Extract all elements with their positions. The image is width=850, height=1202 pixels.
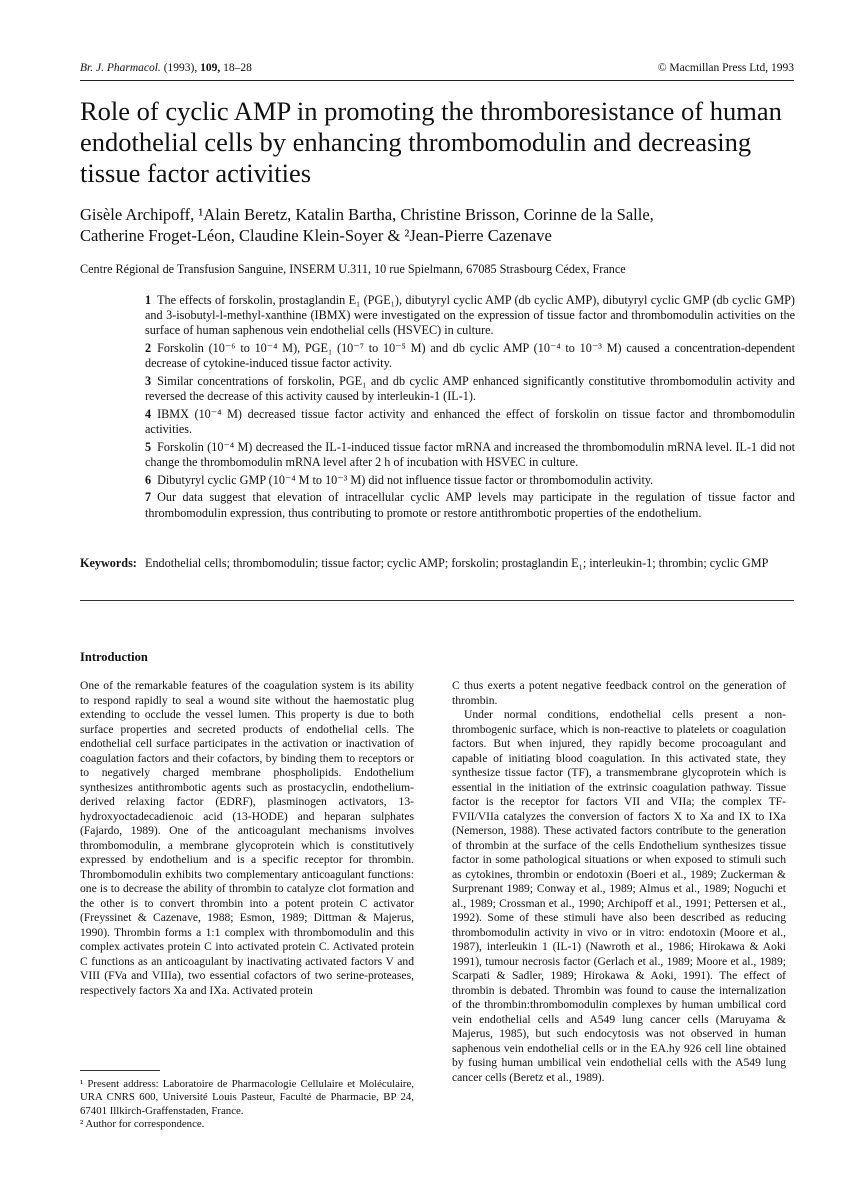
journal-volume: 109, [200, 62, 221, 74]
abstract-item-text: IBMX (10⁻⁴ M) decreased tissue factor activity and enhanced the effect of forskolin on tissue factor and thrombomodulin activities. [145, 406, 795, 437]
abstract-item [145, 341, 795, 371]
abstract-item [145, 374, 795, 404]
abstract-item-text: Dibutyryl cyclic GMP (10⁻⁴ M to 10⁻³ M) did not influence tissue factor or thrombomodulin activity. [157, 472, 654, 487]
footnote-1: ¹ Present address: Laboratoire de Pharmacologie Cellulaire et Moléculaire, URA CNRS 600, Université Louis Pasteur, Faculté de Pharmacie, BP 24, 67401 Illkirch-Graffenstaden, France. [80, 1078, 414, 1117]
abstract-item-text: Similar concentrations of forskolin, PGE₁ and db cyclic AMP enhanced significantly constitutive thrombomodulin activity and reversed the decrease of this activity caused by interleukin-1 (IL-1). [145, 374, 795, 404]
abstract-item-text: Forskolin (10⁻⁶ to 10⁻⁴ M), PGE₁ (10⁻⁷ to 10⁻⁵ M) and db cyclic AMP (10⁻⁴ to 10⁻³ M) caused a concentration-dependent decrease of cytokine-induced tissue factor activity. [145, 341, 795, 371]
footnote-divider [80, 1070, 160, 1071]
abstract-item-number: 7 [145, 490, 152, 505]
abstract [145, 293, 795, 523]
abstract-item-text: The effects of forskolin, prostaglandin E₁ (PGE₁), dibutyryl cyclic AMP (db cyclic AMP), dibutyryl cyclic GMP (db cyclic GMP) and 3-isobutyl-l-methyl-xanthine (IBMX) were investigated on the expression of tissue factor and thrombomodulin activities on the surface of human saphenous vein endothelial cells (HSVEC) in culture. [145, 293, 795, 338]
abstract-item [145, 293, 795, 339]
introduction-heading: Introduction [80, 650, 148, 664]
abstract-item [145, 473, 795, 488]
citation [80, 62, 252, 74]
abstract-item [145, 407, 795, 437]
intro-paragraph: One of the remarkable features of the coagulation system is its ability to respond rapidly to seal a wound site without the haemostatic plug extending to occlude the vessel lumen. This property is due to both surface properties and secreted products of endothelial cells. The endothelial cell surface participates in the activation or inactivation of coagulation factors and their cofactors, by binding them to receptors or to negatively charged membrane phospholipids. Endothelium synthesizes antithrombotic agents such as prostacyclin, endothelium-derived relaxing factor (EDRF), plasminogen activators, 13-hydroxyoctadecadienoic acid (13-HODE) and heparan sulphates (Fajardo, 1989). One of the anticoagulant mechanisms involves thrombomodulin, a membrane glycoprotein which is constitutively expressed by endothelium and is a specific receptor for thrombin. Thrombomodulin exhibits two complementary anticoagulant functions: one is to decrease the ability of thrombin to catalyze clot formation and the other is to convert thrombin into a potent protein C activator (Freyssinet & Cazenave, 1988; Esmon, 1989; Dittman & Majerus, 1990). Thrombin forms a 1:1 complex with thrombomodulin and this complex activates protein C into activated protein C. Activated protein C functions as an anticoagulant by inactivating activated factors V and VIII (FVa and VIIIa), two essential cofactors of two serine-proteases, respectively factors Xa and IXa. Activated protein [80, 679, 414, 997]
keywords-label: Keywords: [80, 556, 137, 570]
header-divider [80, 80, 794, 81]
abstract-item-number: 1 [145, 293, 152, 307]
right-column [452, 679, 786, 1085]
journal-pages: 18–28 [223, 62, 252, 74]
abstract-item-number: 2 [145, 341, 152, 356]
abstract-item-number: 3 [145, 374, 152, 389]
journal-name: Br. J. Pharmacol. [80, 62, 161, 74]
abstract-item-text: Our data suggest that elevation of intracellular cyclic AMP levels may participate in the regulation of tissue factor and thrombomodulin expression, thus contributing to promote or restore antithrombotic properties of the endothelium. [145, 490, 795, 520]
authors-line-2: Catherine Froget-Léon, Claudine Klein-Soyer & ²Jean-Pierre Cazenave [80, 226, 552, 245]
copyright: © Macmillan Press Ltd, 1993 [657, 62, 794, 74]
left-column [80, 679, 414, 998]
abstract-item-text: Forskolin (10⁻⁴ M) decreased the IL-1-induced tissue factor mRNA and increased the thrombomodulin mRNA level. IL-1 did not change the thrombomodulin mRNA level after 2 h of incubation with HSVEC in culture. [145, 439, 795, 470]
abstract-item-number: 4 [145, 406, 152, 421]
intro-paragraph: C thus exerts a potent negative feedback control on the generation of thrombin. [452, 679, 786, 707]
article-title: Role of cyclic AMP in promoting the thromboresistance of human endothelial cells by enhancing thrombomodulin and decreasing tissue factor activities [80, 96, 782, 188]
footnote-2: ² Author for correspondence. [80, 1118, 205, 1131]
abstract-item-number: 6 [145, 472, 152, 487]
abstract-divider [80, 600, 794, 601]
abstract-item [145, 490, 795, 520]
keywords-text: Endothelial cells; thrombomodulin; tissue factor; cyclic AMP; forskolin; prostaglandin E₁; interleukin-1; thrombin; cyclic GMP [145, 556, 769, 570]
running-head [80, 62, 794, 74]
intro-paragraph: Under normal conditions, endothelial cells present a non-thrombogenic surface, which is non-reactive to platelets or coagulation factors. But when injured, they rapidly become procoagulant and capable of initiating blood coagulation. In this activated state, they synthesize tissue factor (TF), a transmembrane glycoprotein which is essential in the initiation of the extrinsic coagulation pathway. Tissue factor is the receptor for factors VII and VIIa; the complex TF-FVII/VIIa catalyzes the conversion of factors X to Xa and IX to IXa (Nemerson, 1988). These activated factors contribute to the generation of thrombin at the surface of the cells Endothelium synthesizes tissue factor in some pathological situations or when exposed to stimuli such as cytokines, thrombin or endotoxin (Boeri et al., 1989; Zuckerman & Surprenant 1989; Conway et al., 1989; Almus et al., 1989; Noguchi et al., 1989; Crossman et al., 1990; Archipoff et al., 1991; Pettersen et al., 1992). Some of these stimuli have also been described as reducing thrombomodulin activity in vivo or in vitro: endotoxin (Moore et al., 1987), interleukin 1 (IL-1) (Nawroth et al., 1986; Hirokawa & Aoki 1991), tumour necrosis factor (Gerlach et al., 1989; Moore et al., 1989; Scarpati & Sadler, 1989; Hirokawa & Aoki, 1991). The effect of thrombin is debated. Thrombin was found to cause the internalization of the thrombin:thrombomodulin complexes by human umbilical cord vein endothelial cells and A549 lung cancer cells (Maruyama & Majerus, 1985), but such endocytosis was not observed in human saphenous vein endothelial cells or in the EA.hy 926 cell line obtained by fusing human umbilical vein endothelial cells with the A549 lung cancer cells (Beretz et al., 1989). [452, 708, 786, 1084]
journal-year: (1993), [163, 62, 198, 74]
abstract-item-number: 5 [145, 439, 152, 454]
authors-line-1: Gisèle Archipoff, ¹Alain Beretz, Katalin Bartha, Christine Brisson, Corinne de la Salle, [80, 205, 654, 224]
keywords [80, 556, 794, 571]
affiliation: Centre Régional de Transfusion Sanguine, INSERM U.311, 10 rue Spielmann, 67085 Strasbourg Cédex, France [80, 262, 626, 276]
abstract-item [145, 440, 795, 470]
author-list [80, 204, 794, 246]
footnotes [80, 1078, 414, 1132]
